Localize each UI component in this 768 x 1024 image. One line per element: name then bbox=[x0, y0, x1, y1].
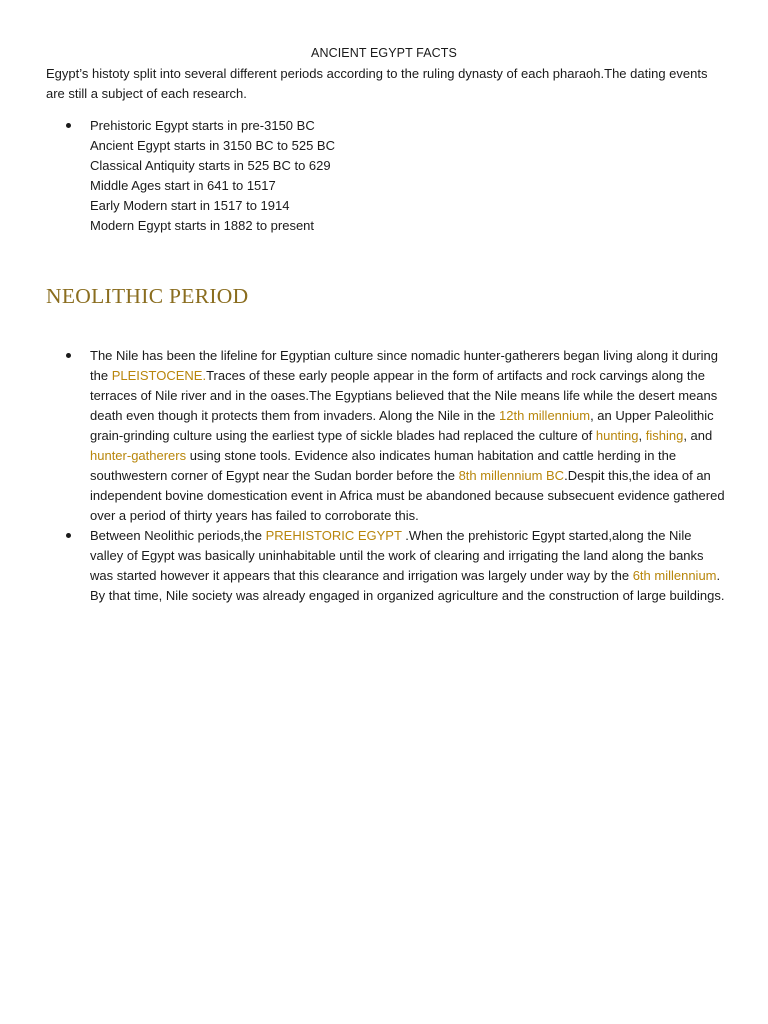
period-line: Ancient Egypt starts in 3150 BC to 525 BC bbox=[90, 138, 335, 153]
paragraph-text: .Despit this,the idea of an independent bovine domestication event in Africa must be abandoned because subsecuent evidence gathered over a period of thirty years has failed to corroborate this. bbox=[90, 468, 725, 523]
paragraph-text: . By that time, Nile society was already engaged in organized agriculture and the construction of large buildings. bbox=[90, 568, 725, 603]
period-line: Classical Antiquity starts in 525 BC to 629 bbox=[90, 158, 331, 173]
bullet-icon bbox=[66, 353, 71, 358]
link-6th-millennium[interactable]: 6th millennium bbox=[632, 568, 717, 583]
paragraph-text: .When the prehistoric Egypt started,along the Nile valley of Egypt was basically uninhabitable until the work of clearing and irrigating the land along the banks was started however it appears that this clearance and irrigation was largely under way by the bbox=[90, 528, 704, 583]
link-pleistocene[interactable]: PLEISTOCENE. bbox=[111, 368, 207, 383]
list-item bbox=[46, 346, 726, 526]
paragraph-text: The Nile has been the lifeline for Egyptian culture since nomadic hunter-gatherers began living along it during the bbox=[90, 348, 718, 383]
period-list bbox=[46, 116, 726, 236]
intro-paragraph bbox=[46, 64, 726, 104]
paragraph-text: , an Upper Paleolithic grain-grinding culture using the earliest type of sickle blades had replaced the culture of bbox=[90, 408, 714, 443]
list-item bbox=[46, 526, 726, 606]
link-8th-millennium-bc[interactable]: 8th millennium BC bbox=[458, 468, 565, 483]
section-heading-neolithic: NEOLITHIC PERIOD bbox=[46, 284, 249, 308]
link-prehistoric-egypt[interactable]: PREHISTORIC EGYPT bbox=[265, 528, 402, 543]
period-line: Early Modern start in 1517 to 1914 bbox=[90, 198, 290, 213]
period-bullet-item bbox=[46, 116, 726, 236]
period-line: Middle Ages start in 641 to 1517 bbox=[90, 178, 276, 193]
neolithic-paragraph-1 bbox=[90, 346, 726, 526]
paragraph-text: Traces of these early people appear in the form of artifacts and rock carvings along the terraces of Nile river and in the oases.The Egyptians believed that the Nile means life while the desert means death even though it protects them from invaders. Along the Nile in the bbox=[90, 368, 718, 423]
period-line: Prehistoric Egypt starts in pre-3150 BC bbox=[90, 118, 315, 133]
link-hunter-gatherers[interactable]: hunter-gatherers bbox=[90, 448, 187, 463]
document-title: ANCIENT EGYPT FACTS bbox=[311, 46, 457, 60]
bullet-icon bbox=[66, 123, 71, 128]
paragraph-text: , bbox=[638, 428, 646, 443]
paragraph-text: using stone tools. Evidence also indicates human habitation and cattle herding in the southwestern corner of Egypt near the Sudan border before the bbox=[90, 448, 677, 483]
neolithic-paragraph-2 bbox=[90, 526, 726, 606]
period-line: Modern Egypt starts in 1882 to present bbox=[90, 218, 315, 233]
paragraph-text: , and bbox=[683, 428, 713, 443]
neolithic-list bbox=[46, 346, 726, 606]
link-12th-millennium[interactable]: 12th millennium bbox=[499, 408, 591, 423]
intro-text: Egypt’s histoty split into several different periods according to the ruling dynasty of each pharaoh.The dating events are still a subject of each research. bbox=[46, 66, 708, 101]
link-hunting[interactable]: hunting bbox=[595, 428, 639, 443]
link-fishing[interactable]: fishing bbox=[645, 428, 684, 443]
paragraph-text: Between Neolithic periods,the bbox=[90, 528, 266, 543]
bullet-icon bbox=[66, 533, 71, 538]
